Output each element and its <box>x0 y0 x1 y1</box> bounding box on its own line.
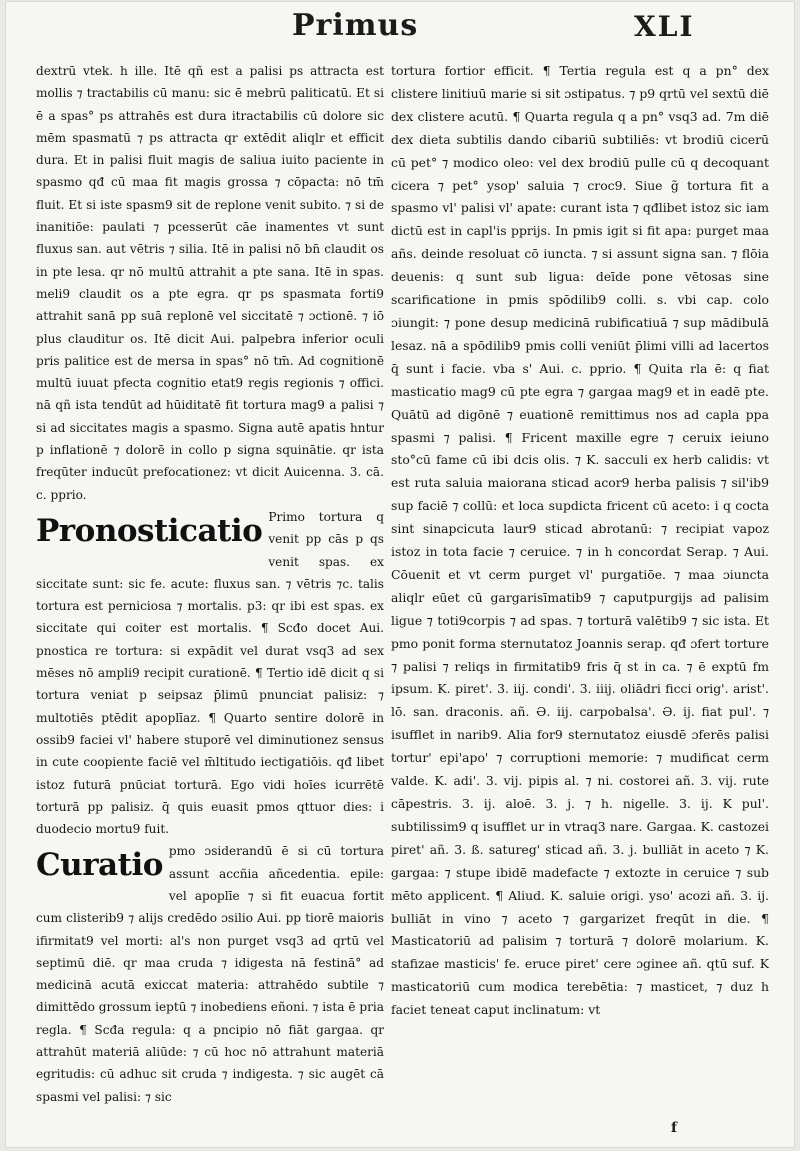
page-header <box>6 8 794 48</box>
signature-mark: f <box>671 1120 678 1136</box>
left-paragraph-3: pmo ɔsiderandū ē si cū tortura assunt accñia añcedentia. epile: vel apoplīe ⁊ si fit euacua fortit cum clisterib9 ⁊ alijs credēdo ɔsilio Aui. pp tiorē maioris ifirmitat9 vel morti: al's non purget vsq3 ad qrtū vel septimū diē. qr maa cruda ⁊ idigesta nā festinā° ad medicinā acutā exiccat materia: attrahēdo subtile ⁊ dimittēdo grossum ieptū ⁊ inobediens eñoni. ⁊ ista ē pria regla. ¶ Scđa regula: q a pncipio nō fiāt gargaa. qr attrahūt materiā aliūde: ⁊ cū hoc nō attrahunt materiā egritudis: cū adhuc sit cruda ⁊ indigesta. ⁊ sic augēt cā spasmi vel palisi: ⁊ sic <box>36 844 384 1104</box>
right-column <box>391 60 769 1022</box>
curatio-section <box>36 840 384 1108</box>
right-paragraph-1: tortura fortior efficit. ¶ Tertia regula est q a pn° dex clistere linitiuū marie si sit ɔstipatus. ⁊ p9 qrtū vel sextū diē dex clistere acutū. ¶ Quarta regula q a pn° vsq3 ad. 7m diē dex dieta subtilis dando cibariū subtiliēs: vt brodiū cicerū cū pet° ⁊ modico oleo: vel dex brodiū pulle cū q decoquant cicera ⁊ pet° ysop' saluia ⁊ croc9. Siue g̃ tortura fit a spasmo vl' palisi vl' apate: curant ista ⁊ qđlibet istoz sic iam dictū est in capl'is pprijs. In pmis igit si fit apa: purget maa añs. deinde resoluat cō iuncta. ⁊ si assunt signa san. ⁊ flōia deuenis: q sunt sub ligua: deīde pone vētosas sine scarificatione in pmis spōdilib9 colli. s. vbi cap. colo ɔiungit: ⁊ pone desup medicinā rubificatiuā ⁊ sup mādibulā lesaz. nā a spōdilib9 pmis colli veniūt p̄limi villi ad lacertos q̄ sunt i facie. vba s' Aui. c. pprio. ¶ Quita rla ē: q fiat masticatio mag9 cū pte egra ⁊ gargaa mag9 et in eadē pte. Quātū ad digōnē ⁊ euationē remittimus nos ad capla ppa spasmi ⁊ palisi. ¶ Fricent maxille egre ⁊ ceruix ieiuno sto°cū fame cū ibi dcis olis. ⁊ K. sacculi ex herb calidis: vt est ruta saluia maiorana sticad acor9 herba palisis ⁊ sil'ib9 sup faciē ⁊ collū: et loca supdicta fricent cū aceto: i q cocta sint sinapcicuta laur9 sticad abrotanū: ⁊ recipiat vapoz istoz in tota facie ⁊ ceruice. ⁊ in h concordat Serap. ⁊ Aui. Cōuenit et vt cerm purget vl' purgatiōe. ⁊ maa ɔiuncta aliqlr eūet cū gargarisīmatib9 ⁊ caputpurgijs ad palisim ligue ⁊ toti9corpis ⁊ ad spas. ⁊ torturā valētib9 ⁊ sic ista. Et pmo ponit forma sternutatoz Joannis serap. qđ ɔfert torture ⁊ palisi ⁊ reliqs in firmitatib9 fris q̄ st in ca. ⁊ ē exptū fm ipsum. K. piret'. 3. iij. condi'. 3. iiij. oliādri ficci orig'. arist'. lō. san. draconis. añ. Ə. iij. carpobalsa'. Ə. ij. fiat pul'. ⁊ isufflet in narib9. Alia for9 sternutatoz eiusdē ɔferēs palisi tortur' epi'apo' ⁊ corruptioni memorie: ⁊ mudificat cerm valde. K. adi'. 3. vij. pipis al. ⁊ ni. costorei añ. 3. vij. rute cāpestris. 3. ij. aloē. 3. j. ⁊ h. nigelle. 3. ij. K pul'. subtilissim9 q isufflet ur in vtraq3 nare. Gargaa. K. castozei piret' añ. 3. ß. satureg' sticad añ. 3. j. bulliāt in aceto ⁊ K. gargaa: ⁊ stupe ibidē madefacte ⁊ extozte in ceruice ⁊ sub mēto applicent. ¶ Aliud. K. saluie origi. yso' acozi añ. 3. ij. bulliāt in vino ⁊ aceto ⁊ gargarizet freqūt in die. ¶ Masticatoriū ad palisim ⁊ torturā ⁊ dolorē molarium. K. stafizae masticis' fe. eruce piret' cere ɔginee añ. qtū suf. K masticatoriū cum modica terebētia: ⁊ masticet, ⁊ duz h faciet teneat caput inclinatum: vt <box>391 63 769 1018</box>
left-column <box>36 60 384 1108</box>
book-page <box>6 2 794 1147</box>
section-heading-prognosticatio: Pronosticatio <box>36 512 263 549</box>
folio-number: XLI <box>634 10 695 43</box>
prognosticatio-section <box>36 506 384 840</box>
left-paragraph-1: dextrū vtek. h ille. Itē qñ est a palisi ps attracta est mollis ⁊ tractabilis cū manu: sic ē mebrū paliticatū. Et si ē a spas° ps attrahēs est dura itractabilis cū dolore sic mēm spasmatū ⁊ ps attracta qr extēdit aliqlr et efficit dura. Et in palisi fluit magis de saliua iuito paciente in spasmo qđ cū maa fit magis grossa ⁊ cōpacta: nō tm̄ fluit. Et si iste spasm9 sit de replone venit subito. ⁊ si de inanitiōe: paulati ⁊ pcesserūt cāe inamentes vt sunt fluxus san. aut vētris ⁊ silia. Itē in palisi nō bn̄ claudit os in pte lesa. qr nō multū attrahit a pte sana. Itē in spas. meli9 claudit os a pte egra. qr ps spasmata forti9 attrahit sanā pp suā replonē vel siccitatē ⁊ ɔctionē. ⁊ iō plus clauditur os. Itē dicit Aui. palpebra inferior oculi pris palitice est de mersa in spas° nō tm̄. Ad cognitionē multū iuuat pfecta cognitio etat9 regis regionis ⁊ offici. nā qñ ista tendūt ad hūiditatē fit tortura mag9 a palisi ⁊ si ad siccitates magis a spasmo. Signa autē apatis hntur p inflationē ⁊ dolorē in collo p signa squinātie. qr ista freqūter inducūt prefocationez: vt dicit Auicenna. 3. cā. c. pprio. <box>36 64 384 502</box>
running-title: Primus <box>292 8 419 43</box>
section-heading-curatio: Curatio <box>36 847 163 884</box>
left-paragraph-2: Primo tortura q venit pp cās p qs venit spas. ex siccitate sunt: sic fe. acute: fluxus san. ⁊ vētris ⁊c. talis tortura est perniciosa ⁊ mortalis. p3: qr ibi est spas. ex siccitate qui coiter est mortalis. ¶ Scđo docet Aui. pnostica re tortura: si expādit vel durat vsq3 ad sex mēses nō ampli9 recipit curationē. ¶ Tertio idē dicit q si tortura veniat p seipsaz p̄limū pnunciat palisiz: ⁊ multotiēs ptēdit apoplīaz. ¶ Quarto sentire dolorē in ossib9 faciei vl' habere stuporē vel diminutionez sensus in cute coopiente faciē vel m̄ltitudo iectigatiōis. qđ libet istoz futurā pnūciat torturā. Ego vidi hoīes icurrētē torturā pp palisiz. q̄ quis euasit pmos qttuor dies: i duodecio mortu9 fuit. <box>36 509 384 837</box>
